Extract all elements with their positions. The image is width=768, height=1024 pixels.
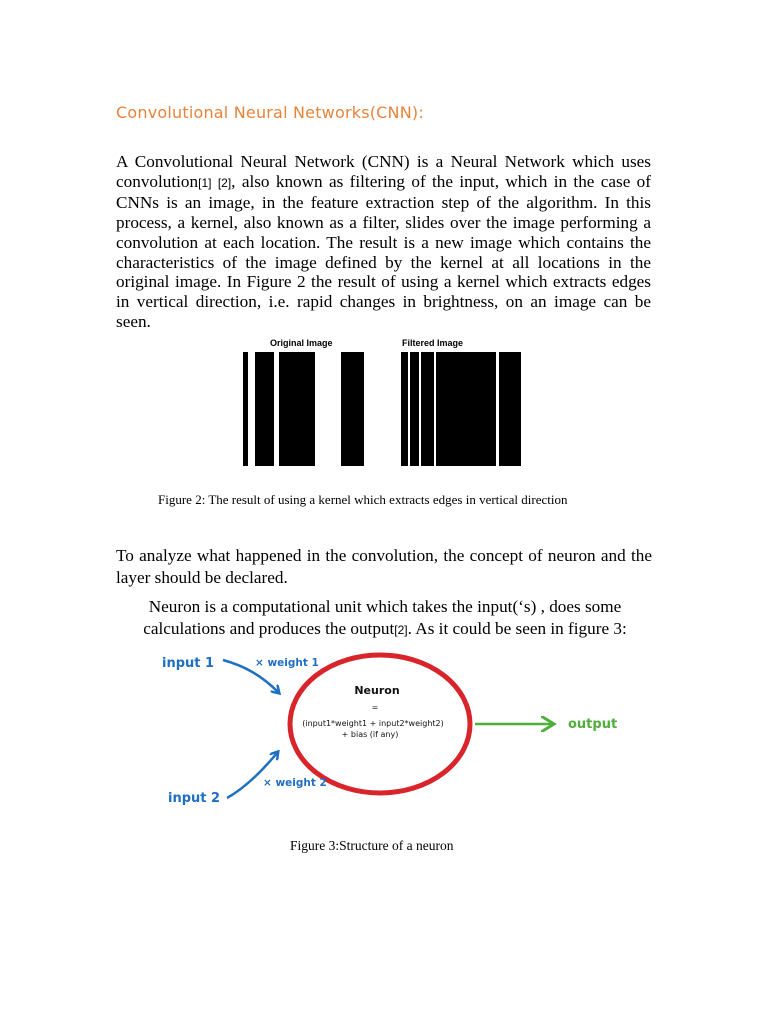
neuron-intro-paragraph: To analyze what happened in the convolution, the concept of neuron and the layer should be declared.	[116, 546, 652, 587]
filtered-bar	[401, 352, 408, 466]
weight-1-label: × weight 1	[255, 657, 319, 669]
figure-3-caption: Figure 3:Structure of a neuron	[290, 838, 454, 853]
neuron-bias: + bias (if any)	[341, 730, 399, 739]
filtered-bar	[436, 352, 496, 466]
original-bar	[341, 352, 364, 466]
neuron-def-part1: Neuron is a computational unit which takes the input(‘s) , does some calculations and produces the output	[143, 597, 622, 638]
original-image-label: Original Image	[270, 338, 333, 348]
original-bar	[243, 352, 248, 466]
intro-text-part2: , also known as filtering of the input, which in the case of CNNs is an image, in the feature extraction step of the algorithm. In this process, a kernel, also known as a filter, slides over the image performing a convolution at each location. The result is a new image which contains the characteristics of the image defined by the kernel at all locations in the original image. In Figure 2 the result of using a kernel which extracts edges in vertical direction, i.e. rapid changes in brightness, on an image can be seen.	[116, 171, 651, 331]
filtered-bar	[499, 352, 521, 466]
original-bar	[255, 352, 274, 466]
citation-ref-2: [2]	[217, 175, 232, 190]
neuron-title: Neuron	[354, 684, 400, 697]
neuron-formula: (input1*weight1 + input2*weight2)	[302, 719, 444, 728]
citation-ref-1: [1]	[198, 175, 212, 190]
filtered-bar	[421, 352, 434, 466]
input-2-label: input 2	[168, 791, 221, 806]
filtered-bar	[410, 352, 419, 466]
citation-ref-2b: [2]	[394, 623, 408, 637]
neuron-def-part2: . As it could be seen in figure 3:	[407, 619, 627, 638]
neuron-diagram	[150, 640, 630, 820]
figure-2	[240, 338, 530, 473]
intro-paragraph	[116, 152, 651, 331]
neuron-definition-paragraph	[120, 596, 650, 641]
intro-text-part1: A Convolutional Neural Network (CNN) is a Neural Network which uses convolution	[116, 152, 651, 191]
input-2-arrow	[227, 753, 277, 798]
output-label: output	[568, 717, 618, 732]
weight-2-label: × weight 2	[263, 777, 327, 789]
original-bar	[279, 352, 315, 466]
section-heading: Convolutional Neural Networks(CNN):	[116, 103, 424, 122]
filtered-image-label: Filtered Image	[402, 338, 464, 348]
neuron-equals: =	[371, 703, 379, 712]
input-1-label: input 1	[162, 656, 215, 671]
figure-2-caption: Figure 2: The result of using a kernel which extracts edges in vertical direction	[158, 492, 568, 507]
